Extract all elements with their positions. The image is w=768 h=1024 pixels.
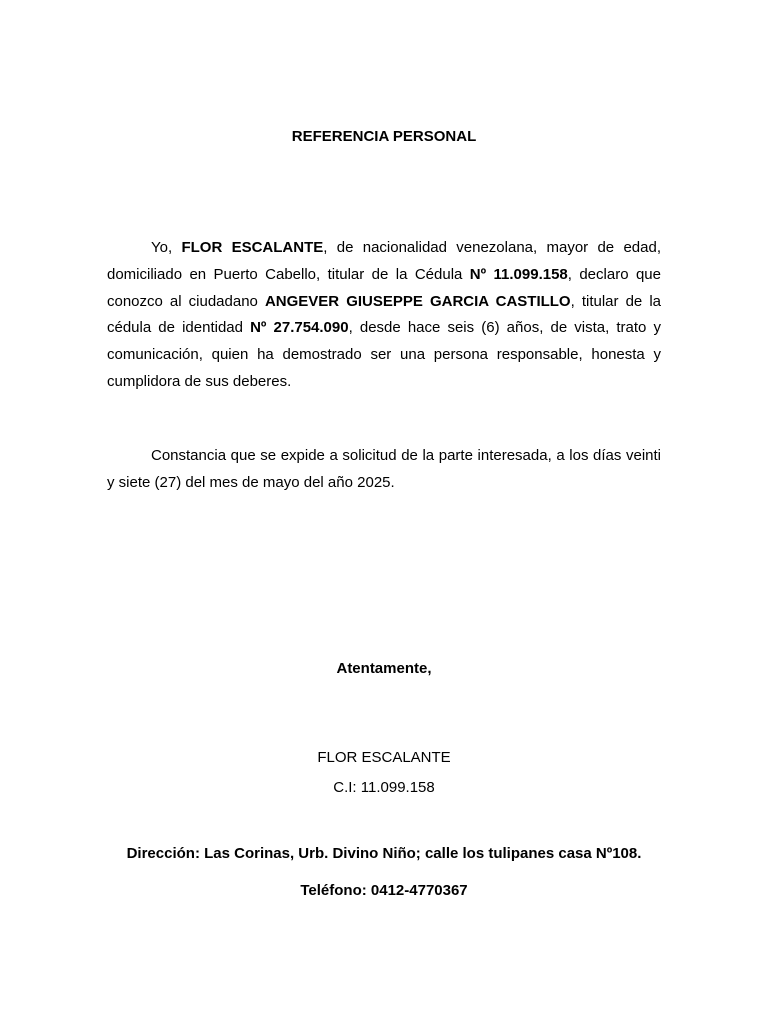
- paragraph-text: Yo,: [151, 239, 182, 256]
- declarant-name: FLOR ESCALANTE: [181, 239, 324, 256]
- paragraph-text: , de nacionalidad venezolana, mayor de edad, domiciliado en Puerto Cabello, titular de la Cédula: [107, 239, 661, 283]
- subject-name: ANGEVER GIUSEPPE GARCIA CASTILLO: [264, 292, 571, 310]
- signature-id: C.I: 11.099.158: [333, 779, 435, 796]
- paragraph-text: , desde hace seis (6) años, de vista, trato y comunicación, quien ha demostrado ser una persona responsable, honesta y cumplidora de sus deberes.: [107, 319, 662, 390]
- paragraph-text: , declaro que conozco al ciudadano: [107, 265, 661, 310]
- constancy-paragraph: [107, 443, 661, 497]
- signature-name: FLOR ESCALANTE: [317, 749, 451, 766]
- document-title: REFERENCIA PERSONAL: [291, 128, 477, 145]
- phone-line: Teléfono: 0412-4770367: [300, 882, 468, 899]
- paragraph-text: Constancia que se expide a solicitud de la parte interesada, a los días veinti y siete (27) del mes de mayo del año 2025.: [107, 447, 661, 491]
- subject-id: Nº 27.754.090: [250, 319, 349, 337]
- reference-paragraph: [107, 235, 661, 396]
- address-line: Dirección: Las Corinas, Urb. Divino Niño; calle los tulipanes casa Nº108.: [126, 845, 642, 862]
- declarant-id: Nº 11.099.158: [469, 265, 568, 283]
- closing-line: Atentamente,: [336, 660, 432, 677]
- paragraph-text: , titular de la cédula de identidad: [107, 292, 661, 337]
